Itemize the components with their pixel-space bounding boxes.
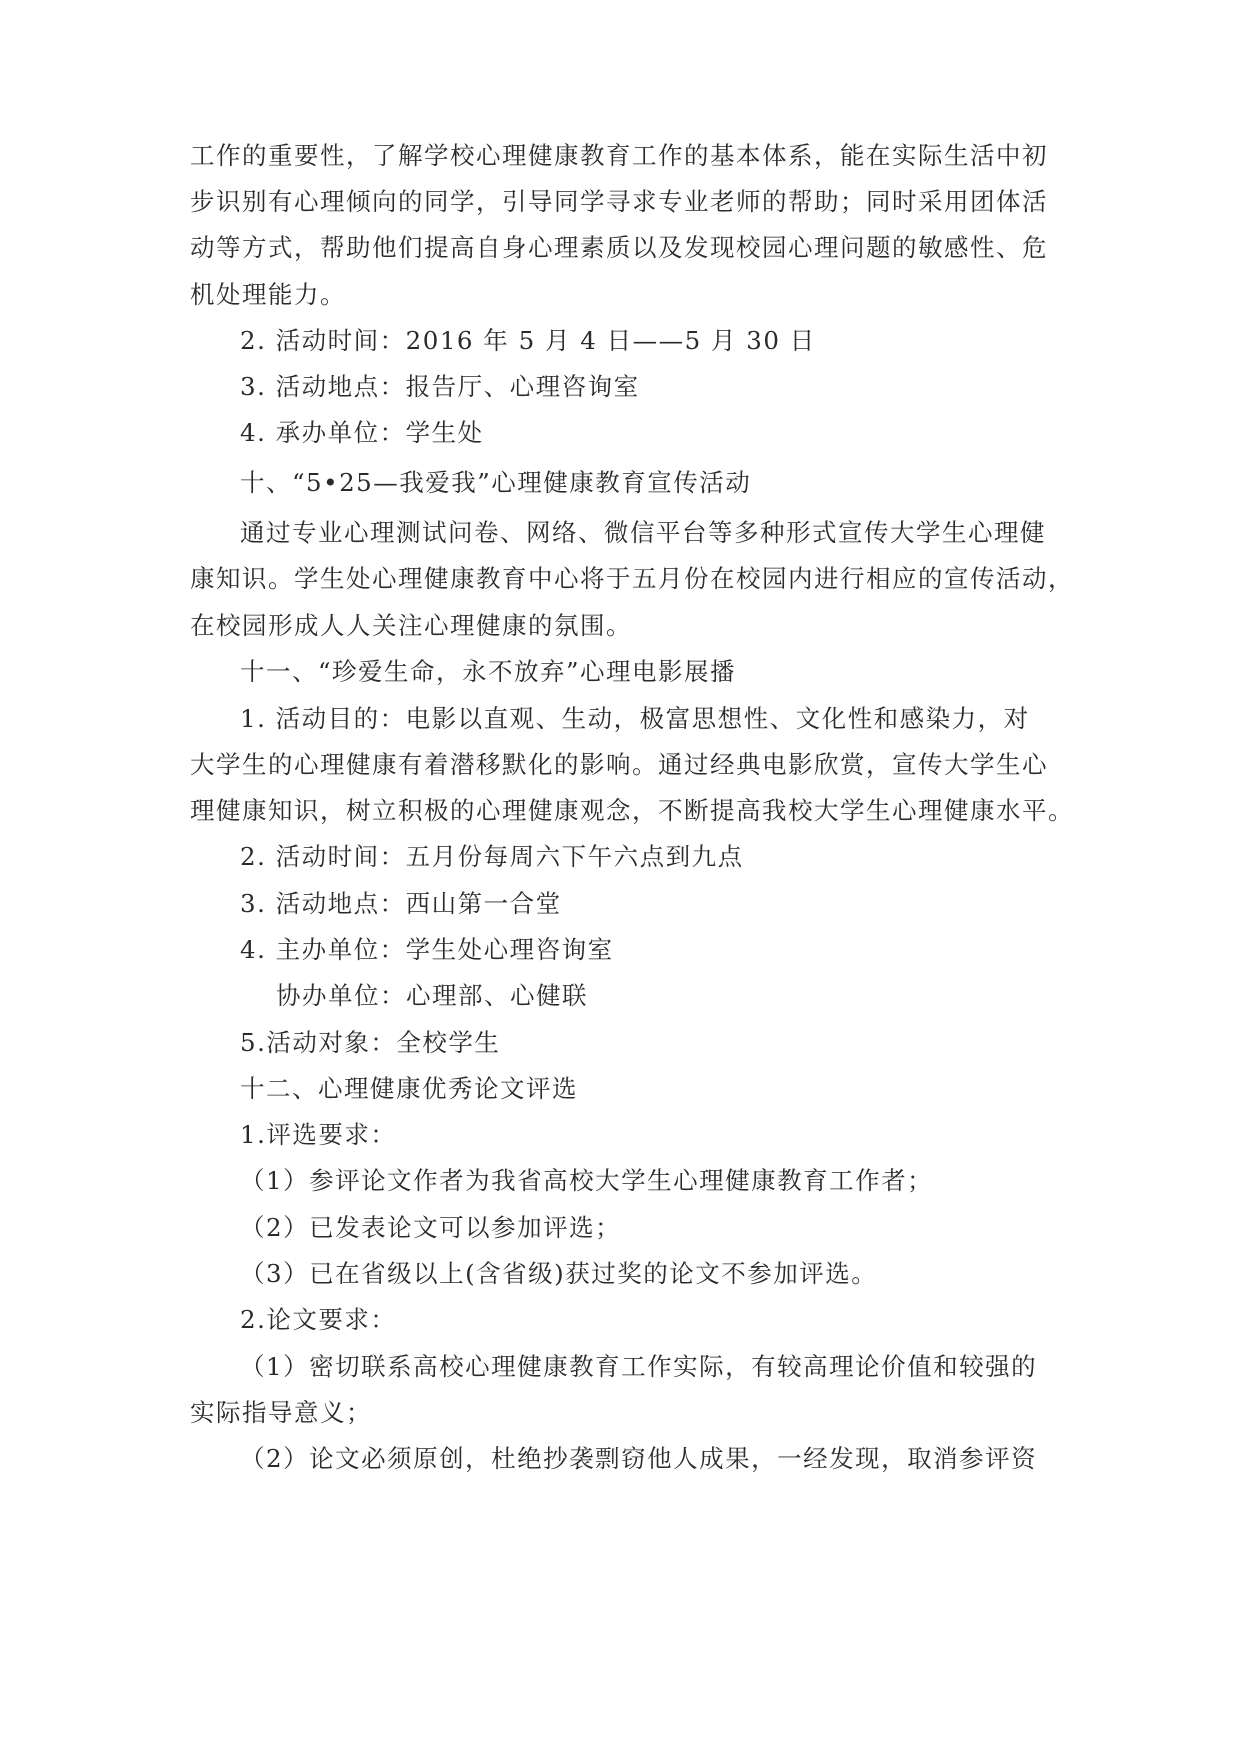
list-item: 4. 主办单位：学生处心理咨询室: [240, 935, 614, 964]
list-item: （2）论文必须原创，杜绝抄袭剽窃他人成果，一经发现，取消参评资: [240, 1444, 1038, 1473]
paragraph-line: 动等方式，帮助他们提高自身心理素质以及发现校园心理问题的敏感性、危: [190, 233, 1048, 262]
paragraph-line: 康知识。学生处心理健康教育中心将于五月份在校园内进行相应的宣传活动，: [190, 564, 1074, 593]
paragraph-line: 在校园形成人人关注心理健康的氛围。: [190, 611, 632, 640]
list-item: （2）已发表论文可以参加评选；: [240, 1213, 622, 1242]
paragraph-line: 工作的重要性，了解学校心理健康教育工作的基本体系，能在实际生活中初: [190, 141, 1048, 170]
paragraph-line: 步识别有心理倾向的同学，引导同学寻求专业老师的帮助；同时采用团体活: [190, 187, 1048, 216]
list-item: 3. 活动地点：报告厅、心理咨询室: [240, 372, 640, 401]
list-item: 3. 活动地点：西山第一合堂: [240, 889, 562, 918]
paragraph-line: 通过专业心理测试问卷、网络、微信平台等多种形式宣传大学生心理健: [240, 518, 1046, 547]
section-heading: 十二、心理健康优秀论文评选: [240, 1074, 578, 1103]
list-item: 协办单位：心理部、心健联: [276, 981, 588, 1010]
list-item: 5.活动对象：全校学生: [240, 1028, 501, 1057]
list-item: 2.论文要求：: [240, 1305, 397, 1334]
list-item: 4. 承办单位：学生处: [240, 418, 484, 447]
list-item: 2. 活动时间：五月份每周六下午六点到九点: [240, 842, 744, 871]
paragraph-line: 大学生的心理健康有着潜移默化的影响。通过经典电影欣赏，宣传大学生心: [190, 750, 1048, 779]
list-item: （3）已在省级以上(含省级)获过奖的论文不参加评选。: [240, 1259, 878, 1288]
list-item: 1. 活动目的：电影以直观、生动，极富思想性、文化性和感染力，对: [240, 704, 1030, 733]
paragraph-line: 实际指导意义；: [190, 1398, 372, 1427]
section-heading: 十、“5•25—我爱我”心理健康教育宣传活动: [240, 468, 752, 497]
list-item: （1）密切联系高校心理健康教育工作实际，有较高理论价值和较强的: [240, 1352, 1038, 1381]
list-item: 1.评选要求：: [240, 1120, 397, 1149]
paragraph-line: 理健康知识，树立积极的心理健康观念，不断提高我校大学生心理健康水平。: [190, 796, 1074, 825]
section-heading: 十一、“珍爱生命，永不放弃”心理电影展播: [240, 657, 737, 686]
list-item: （1）参评论文作者为我省高校大学生心理健康教育工作者；: [240, 1166, 934, 1195]
list-item: 2. 活动时间：2016 年 5 月 4 日——5 月 30 日: [240, 326, 816, 355]
paragraph-line: 机处理能力。: [190, 280, 346, 309]
